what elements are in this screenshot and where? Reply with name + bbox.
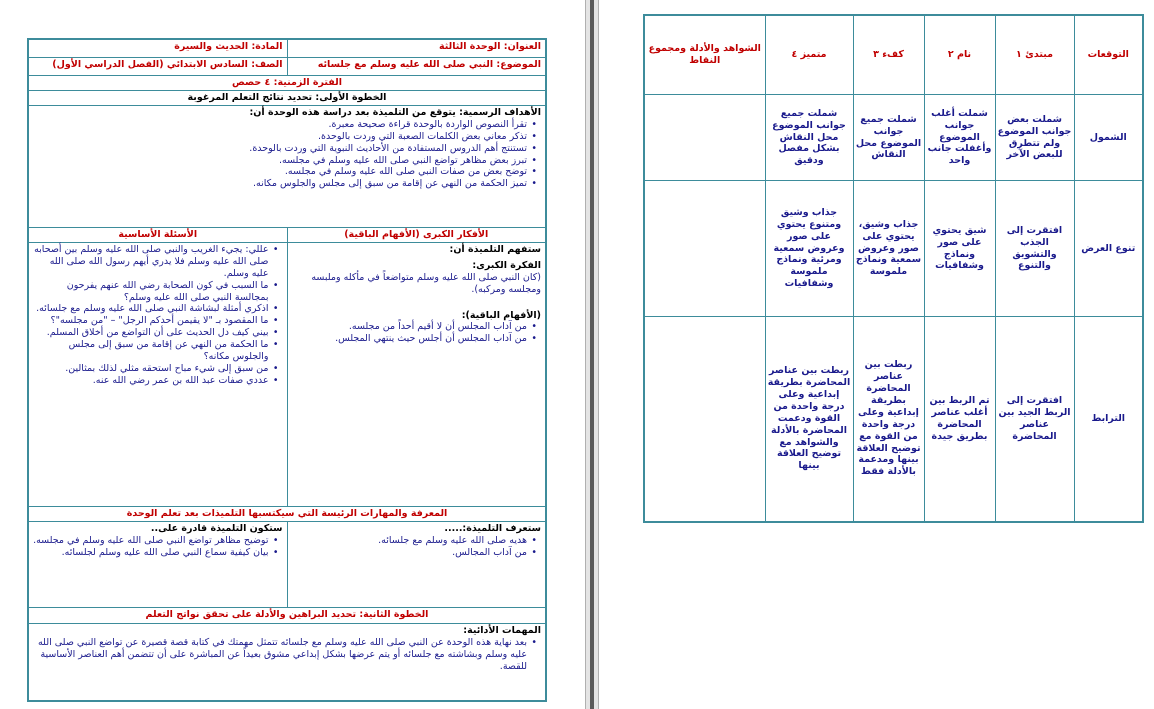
knowledge-row [29, 522, 545, 608]
rubric-header-cell: نام ٢ [924, 15, 995, 95]
question-item: • عددي صفات عبد الله بن عمر رضي الله عنه. [33, 375, 269, 387]
rubric-row [644, 95, 1143, 181]
rubric-cell: جذاب وشيق، يحتوي على صور وعروض سمعية ونماذج ملموسة [853, 181, 924, 317]
right-page [599, 0, 1154, 709]
goal-item: • تستنتج أهم الدروس المستفادة من الأحاديث النبوية التي وردت بالوحدة. [33, 143, 527, 155]
enduring-item: • من آداب المجلس أن لا أقيم أحداً من مجلسه. [292, 321, 528, 333]
knows-label: ستعرف التلميذة:..... [444, 523, 541, 534]
enduring-list [292, 321, 542, 345]
rubric-cell: افتقرت إلى الجذب والتشويق والتنوع [995, 181, 1074, 317]
rubric-cell: شملت جميع جوانب الموضوع محل النقاش بشكل مفصل ودقيق [765, 95, 853, 181]
unit-title: العنوان: الوحدة الثالثة [439, 41, 541, 52]
question-item: • اذكري أمثلة لبشاشة النبي صلى الله عليه وسلم مع جلسائه. [33, 303, 269, 315]
rubric-cell: ربطت بين عناصر المحاضرة بطريقة إبداعية وعلى درجة واحدة من القوة ودعمت المحاضرة بالأدلة والشواهد مع توضيح العلاقة بينها [765, 317, 853, 522]
rubric-cell: جذاب وشيق ومتنوع يحتوي على صور وعروض سمعية ومرئية ونماذج ملموسة وشفافيات [765, 181, 853, 317]
question-item: • ما الحكمة من النهي عن إقامة من سبق إلى مجلس والجلوس مكانه؟ [33, 339, 269, 363]
big-ideas-header: الأفكار الكبرى (الأفهام الباقية) [344, 229, 489, 240]
big-ideas-cell [288, 243, 546, 506]
enduring-label: (الأفهام الباقية): [461, 309, 541, 321]
ideas-header-row [29, 228, 545, 243]
enduring-item: • من آداب المجلس أن أجلس حيث ينتهي المجلس. [292, 333, 528, 345]
step2-title: الخطوة الثانية: تحديد البراهين والأدلة على تحقق نواتج التعلم [29, 608, 545, 624]
knowledge-title: المعرفة والمهارات الرئيسة التي سيكتسبها التلميذات بعد تعلم الوحدة [29, 507, 545, 522]
able-label: ستكون التلميذة قادرة على.. [150, 523, 283, 534]
topic-row [29, 58, 545, 76]
rubric-cell: شملت جميع جوانب الموضوع محل النقاش [853, 95, 924, 181]
rubric-cell: شيق يحتوي على صور ونماذج وشفافيات [924, 181, 995, 317]
subject: المادة: الحديث والسيرة [29, 40, 288, 57]
big-idea-label: الفكرة الكبرى: [472, 259, 541, 271]
question-item: • من سبق إلى شيء مباح استحقه مثلي لذلك بمثالين. [33, 363, 269, 375]
rubric-table [643, 14, 1144, 523]
able-cell [29, 522, 288, 607]
rubric-criterion: الترابط [1074, 317, 1143, 522]
step1-title: الخطوة الأولى: تحديد نتائج التعلم المرغوبة [29, 91, 545, 106]
rubric-criterion: الشمول [1074, 95, 1143, 181]
rubric-cell [644, 181, 765, 317]
knows-list [292, 535, 542, 559]
knows-item: • من آداب المجالس. [292, 547, 528, 559]
rubric-row [644, 317, 1143, 522]
grade: الصف: السادس الابتدائي (الفصل الدراسي الأول) [29, 58, 288, 75]
rubric-cell [644, 317, 765, 522]
ideas-row [29, 243, 545, 507]
goals-list [33, 119, 541, 190]
rubric-cell: تم الربط بين أغلب عناصر المحاضرة بطريق جيدة [924, 317, 995, 522]
questions-cell [29, 243, 288, 506]
questions-header: الأسئلة الأساسية [29, 228, 288, 242]
goal-item: • تقرأ النصوص الواردة بالوحدة قراءة صحيحة معبرة. [33, 119, 527, 131]
rubric-cell: شملت أغلب جوانب الموضوع وأغفلت جانب واحد [924, 95, 995, 181]
lesson-plan [27, 38, 547, 702]
knows-item: • هديه صلى الله عليه وسلم مع جلسائه. [292, 535, 528, 547]
goal-item: • تميز الحكمة من النهي عن إقامة من سبق إلى مجلس والجلوس مكانه. [33, 178, 527, 190]
rubric-header-cell: الشواهد والأدلة ومجموع النقاط [644, 15, 765, 95]
period: الفترة الزمنية: ٤ حصص [29, 76, 545, 91]
able-item: • بيان كيفية سماع النبي صلى الله عليه وسلم لجلسائه. [33, 547, 269, 559]
question-item: • ما السبب في كون الصحابة رضي الله عنهم يفرحون بمجالسة النبي صلى الله عليه وسلم؟ [33, 280, 269, 304]
topic: الموضوع: النبي صلى الله عليه وسلم مع جلسائه [317, 59, 541, 70]
questions-list [33, 244, 283, 387]
rubric-cell [644, 95, 765, 181]
rubric-header-cell: متميز ٤ [765, 15, 853, 95]
goal-item: • تذكر معاني بعض الكلمات الصعبة التي وردت بالوحدة. [33, 131, 527, 143]
rubric-criterion: تنوع العرض [1074, 181, 1143, 317]
rubric-cell: ربطت بين عناصر المحاضرة بطريقة إبداعية وعلى درجة واحدة من القوة مع توضيح العلاقة بينها ومدعمة بالأدلة فقط [853, 317, 924, 522]
question-item: • بيني كيف دل الحديث على أن التواضع من أخلاق المسلم. [33, 327, 269, 339]
big-idea-text: (كان النبي صلى الله عليه وسلم متواضعاً في مأكله وملبسه ومجلسه ومركبه). [311, 271, 541, 295]
rubric-header-cell: مبتدئ ١ [995, 15, 1074, 95]
knows-cell [288, 522, 546, 607]
question-item: • ما المقصود بـ "لا يقيمن أحدكم الرجل" – "من مجلسه"؟ [33, 315, 269, 327]
rubric-cell: افتقرت إلى الربط الجيد بين عناصر المحاضرة [995, 317, 1074, 522]
task-text: • بعد نهاية هذه الوحدة عن النبي صلى الله عليه وسلم مع جلسائه تتمثل مهمتك في كتابة قصة قصيرة عن تواضع النبي صلى الله عليه وسلم وبشاشته مع جلسائه أو يتم عرضها بشكل إبداعي مشوق بعيداً عن المباشرة على أن تتضمن أهم العناصر الأساسية للقصة. [33, 637, 527, 673]
goals-title: الأهداف الرسمية: يتوقع من التلميذة بعد دراسة هذه الوحدة أن: [249, 107, 541, 118]
rubric-header-cell: كفء ٣ [853, 15, 924, 95]
rubric-header-row [644, 15, 1143, 95]
tasks-label: المهمات الأدائية: [463, 625, 541, 636]
rubric-header-cell: التوقعات [1074, 15, 1143, 95]
rubric-cell: شملت بعض جوانب الموضوع ولم تتطرق للبعض الآخر [995, 95, 1074, 181]
rubric-row [644, 181, 1143, 317]
big-ideas-intro: ستفهم التلميذة أن: [449, 244, 541, 255]
question-item: • عللي: يجيء الغريب والنبي صلى الله عليه وسلم بين أصحابه صلى الله عليه وسلم فلا يدري أيهم رسول الله صلى الله عليه وسلم. [33, 244, 269, 280]
goal-item: • توضح بعض من صفات النبي صلى الله عليه وسلم في مجلسه. [33, 166, 527, 178]
page-divider [585, 0, 599, 709]
goals-section [29, 106, 545, 228]
able-list [33, 535, 283, 559]
tasks-section [29, 624, 545, 674]
title-row [29, 40, 545, 58]
able-item: • توضيح مظاهر تواضع النبي صلى الله عليه وسلم في مجلسه. [33, 535, 269, 547]
goal-item: • تبرز بعض مظاهر تواضع النبي صلى الله عليه وسلم في مجلسه. [33, 155, 527, 167]
